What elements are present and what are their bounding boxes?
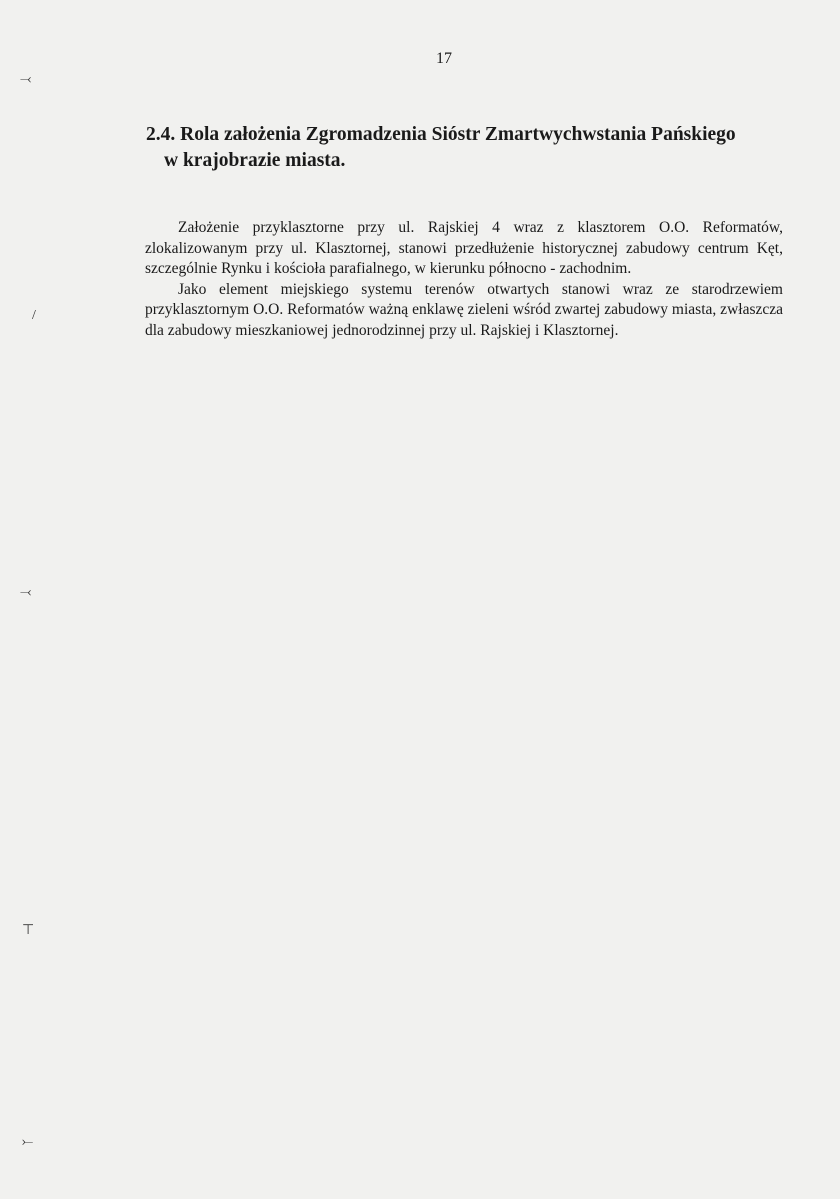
paragraph: Założenie przyklasztorne przy ul. Rajskiej 4 wraz z klasztorem O.O. Reformatów, zlokalizowanym przy ul. Klasztornej, stanowi przedłużenie historycznej zabudowy centrum Kęt, szczególnie Rynku i kościoła parafialnego, w kierunku północno - zachodnim. — [145, 219, 783, 277]
page-number: 17 — [436, 50, 452, 67]
margin-mark: ⤙ — [20, 72, 32, 87]
heading-line-2: w krajobrazie miasta. — [164, 150, 346, 171]
margin-mark: ⊤ — [22, 923, 35, 938]
margin-mark: / — [32, 308, 36, 323]
paragraph: Jako element miejskiego systemu terenów otwartych stanowi wraz ze starodrzewiem przyklasztornym O.O. Reformatów ważną enklawę zieleni wśród zwartej zabudowy miasta, zwłaszcza dla zabudowy mieszkaniowej jednorodzinnej przy ul. Rajskiej i Klasztornej. — [145, 280, 783, 339]
body-text — [145, 218, 783, 341]
margin-mark: ⤙ — [20, 585, 32, 600]
heading-line-1: 2.4. Rola założenia Zgromadzenia Sióstr Zmartwychwstania Pańskiego — [146, 124, 736, 145]
section-heading — [146, 122, 786, 174]
margin-mark: ⤚ — [22, 1135, 34, 1150]
